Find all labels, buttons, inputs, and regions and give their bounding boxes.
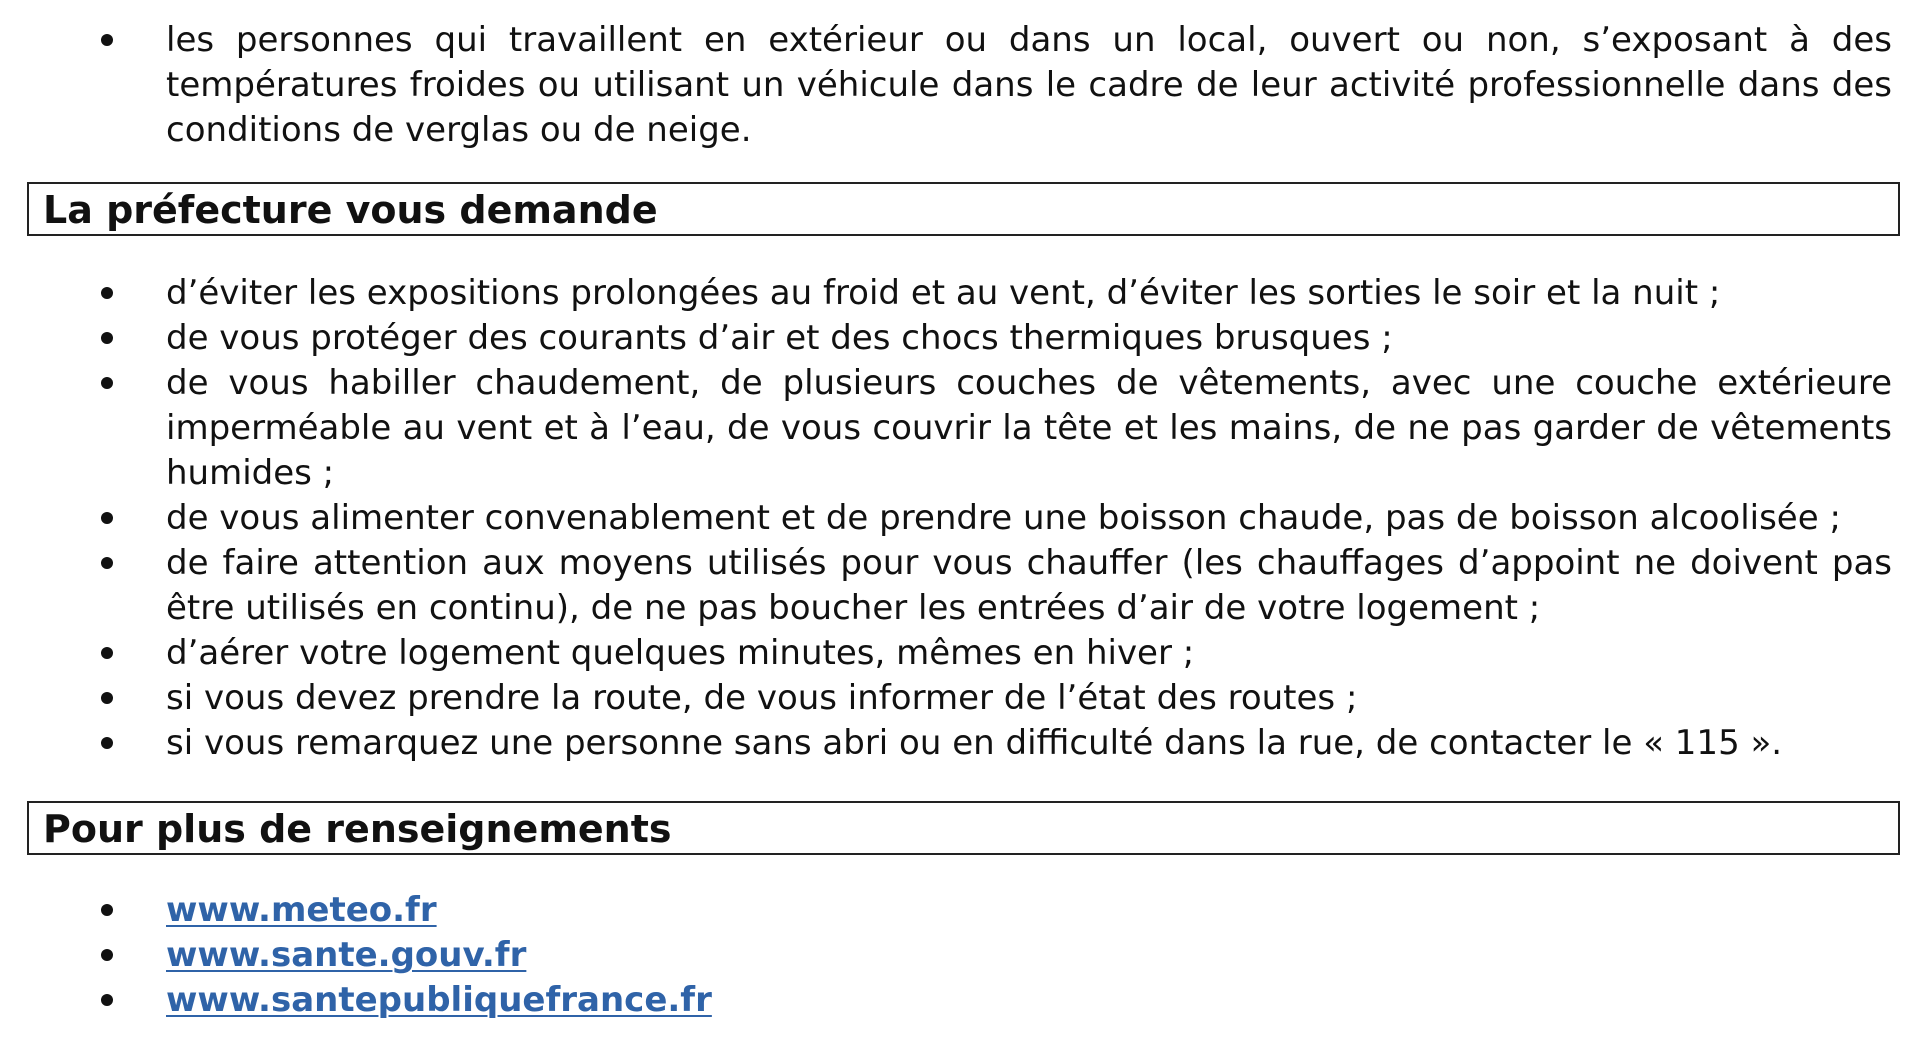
section-title: La préfecture vous demande [43, 188, 658, 232]
link-sante-gouv[interactable]: www.sante.gouv.fr [166, 935, 527, 975]
bullet-icon [101, 692, 113, 704]
bullet-icon [101, 377, 113, 389]
list-item-text: de faire attention aux moyens utilisés pour vous chauffer (les chauffages d’appoint ne doivent pas être utilisés en continu), de ne pas boucher les entrées d’air de votre logement ; [166, 543, 1892, 628]
section-header-info [27, 801, 1900, 855]
bullet-icon [101, 332, 113, 344]
list-item [0, 541, 1920, 631]
list-item [0, 888, 1920, 933]
list-item-text: de vous protéger des courants d’air et des chocs thermiques brusques ; [166, 318, 1393, 358]
bullet-icon [101, 557, 113, 569]
list-item [0, 18, 1920, 153]
list-item [0, 271, 1920, 316]
intro-bullet-list [0, 18, 1920, 153]
bullet-icon [101, 904, 113, 916]
list-item-text: de vous alimenter convenablement et de prendre une boisson chaude, pas de boisson alcoolisée ; [166, 498, 1841, 538]
links-bullet-list [0, 888, 1920, 1023]
list-item-text: de vous habiller chaudement, de plusieurs couches de vêtements, avec une couche extérieure imperméable au vent et à l’eau, de vous couvrir la tête et les mains, de ne pas garder de vêtements humides ; [166, 363, 1892, 493]
list-item [0, 933, 1920, 978]
list-item [0, 676, 1920, 721]
list-item-text: d’éviter les expositions prolongées au froid et au vent, d’éviter les sorties le soir et la nuit ; [166, 273, 1721, 313]
list-item-text: si vous devez prendre la route, de vous informer de l’état des routes ; [166, 678, 1358, 718]
list-item [0, 496, 1920, 541]
list-item-text: les personnes qui travaillent en extérieur ou dans un local, ouvert ou non, s’exposant à des températures froides ou utilisant un véhicule dans le cadre de leur activité professionnelle dans des conditions de verglas ou de neige. [166, 20, 1892, 150]
list-item-text: d’aérer votre logement quelques minutes, mêmes en hiver ; [166, 633, 1195, 673]
list-item [0, 631, 1920, 676]
bullet-icon [101, 737, 113, 749]
link-meteo[interactable]: www.meteo.fr [166, 890, 437, 930]
link-santepubliquefrance[interactable]: www.santepubliquefrance.fr [166, 980, 712, 1020]
bullet-icon [101, 34, 113, 46]
bullet-icon [101, 647, 113, 659]
bullet-icon [101, 287, 113, 299]
list-item [0, 361, 1920, 496]
bullet-icon [101, 994, 113, 1006]
bullet-icon [101, 512, 113, 524]
list-item-text: si vous remarquez une personne sans abri ou en difficulté dans la rue, de contacter le « 115 ». [166, 723, 1783, 763]
list-item [0, 721, 1920, 766]
prefecture-bullet-list [0, 271, 1920, 766]
list-item [0, 316, 1920, 361]
section-header-prefecture [27, 182, 1900, 236]
section-title: Pour plus de renseignements [43, 807, 672, 851]
list-item [0, 978, 1920, 1023]
bullet-icon [101, 949, 113, 961]
